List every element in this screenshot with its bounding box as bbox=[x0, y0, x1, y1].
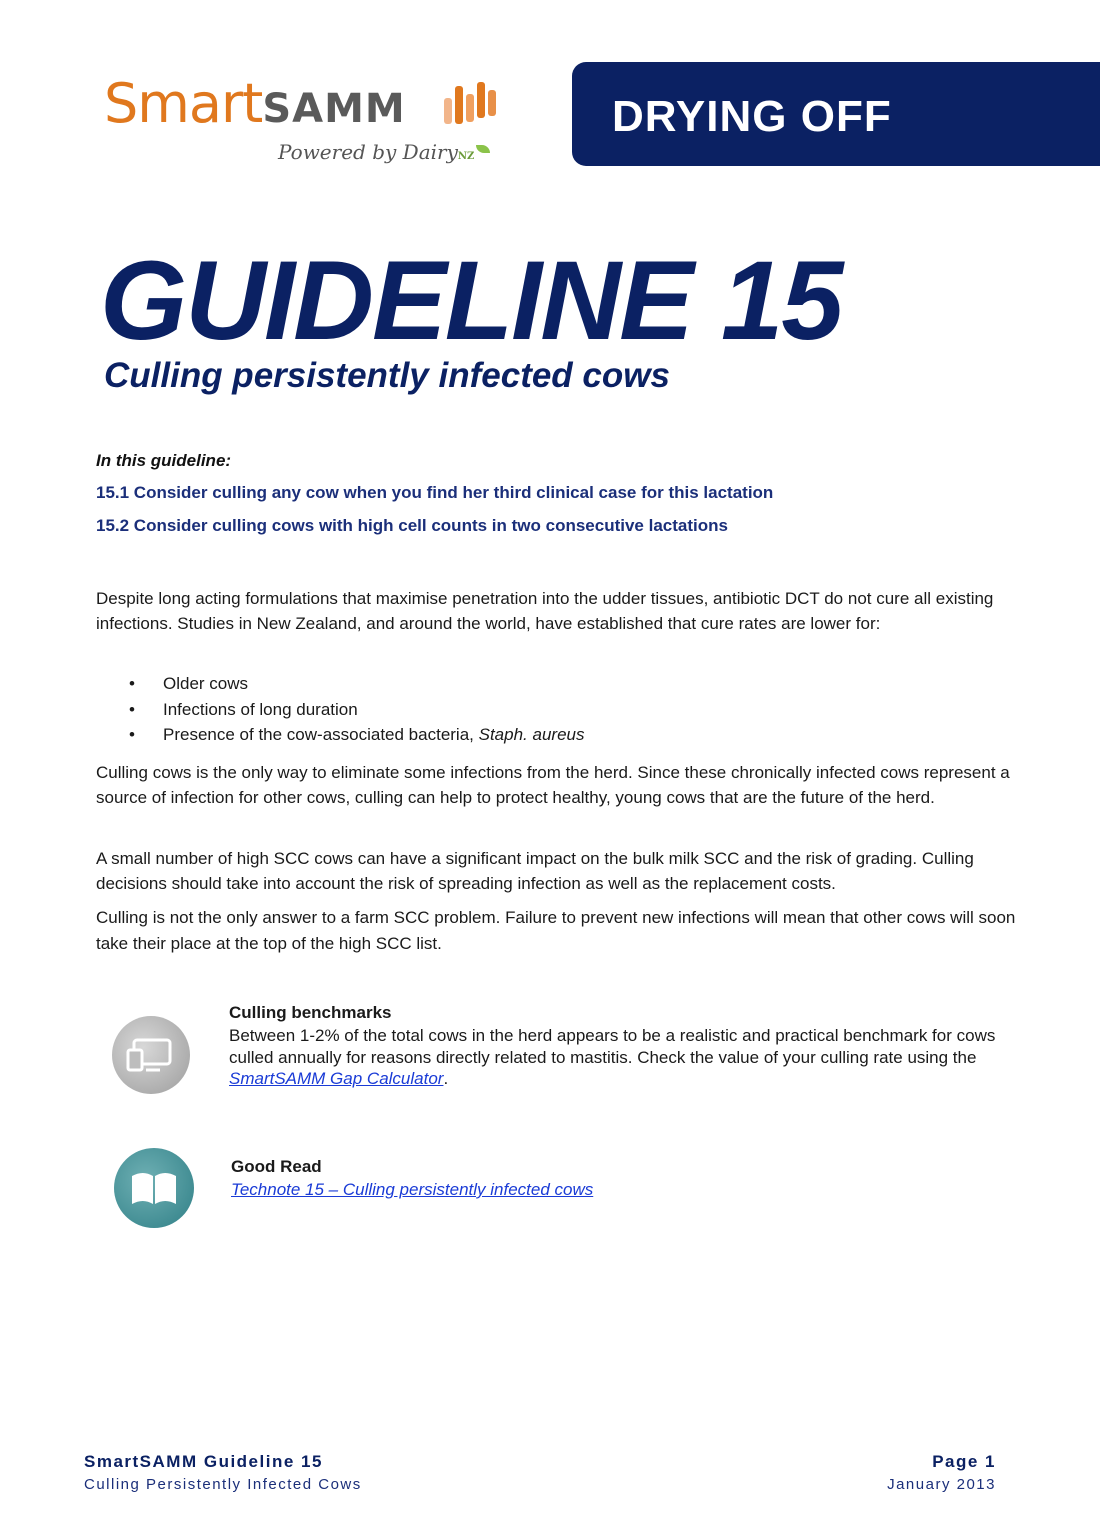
powered-by-text: Powered by Dairy bbox=[278, 140, 458, 164]
bullet-text: Presence of the cow-associated bacteria, bbox=[163, 725, 479, 744]
page-subtitle: Culling persistently infected cows bbox=[104, 356, 670, 395]
footer-left bbox=[84, 1452, 362, 1493]
nz-text: NZ bbox=[457, 151, 475, 162]
bullet-item bbox=[96, 722, 584, 748]
benchmarks-body: Between 1-2% of the total cows in the herd appears to be a realistic and practical benchmark for cows culled annually for reasons directly related to mastitis. Check the value of your culling rate using the bbox=[229, 1026, 996, 1067]
intro-label: In this guideline: bbox=[96, 451, 232, 470]
logo-wordmark bbox=[104, 72, 406, 135]
technote-link[interactable]: Technote 15 – Culling persistently infected cows bbox=[231, 1180, 594, 1199]
paragraph-intro: Despite long acting formulations that maximise penetration into the udder tissues, antibiotic DCT do not cure all existing infections. Studies in New Zealand, and around the world, have established that cure rates are lower for: bbox=[96, 589, 994, 633]
paragraph-culling: Culling cows is the only way to eliminate some infections from the herd. Since these chronically infected cows represent a source of infection for other cows, culling can help to protect healthy, young cows that are the future of the herd. bbox=[96, 763, 1010, 807]
toc-item-15-2[interactable]: 15.2 Consider culling cows with high cell counts in two consecutive lactations bbox=[96, 516, 728, 535]
footer-guideline-title: SmartSAMM Guideline 15 bbox=[84, 1452, 323, 1471]
good-read-title: Good Read bbox=[231, 1157, 322, 1176]
page-title: GUIDELINE 15 bbox=[100, 238, 842, 363]
banner-title: DRYING OFF bbox=[612, 92, 892, 141]
bar-chart-logo-icon bbox=[442, 78, 498, 126]
footer-right bbox=[887, 1452, 996, 1493]
logo-smart-text: Smart bbox=[104, 72, 263, 135]
bullet-item: • Infections of long duration bbox=[96, 697, 584, 723]
benchmarks-text bbox=[229, 1025, 999, 1090]
bullet-list bbox=[96, 671, 584, 748]
gap-calculator-link[interactable]: SmartSAMM Gap Calculator bbox=[229, 1069, 444, 1088]
benchmarks-end: . bbox=[443, 1069, 449, 1088]
bullet-item: • Older cows bbox=[96, 671, 584, 697]
smartsamm-logo bbox=[104, 72, 504, 182]
benchmarks-title: Culling benchmarks bbox=[229, 1003, 392, 1022]
paragraph-not-only-answer: Culling is not the only answer to a farm SCC problem. Failure to prevent new infections will mean that other cows will soon take their place at the top of the high SCC list. bbox=[96, 908, 1016, 953]
powered-by-dairynz bbox=[278, 140, 490, 164]
footer-guideline-subtitle: Culling Persistently Infected Cows bbox=[84, 1476, 362, 1493]
paragraph-high-scc: A small number of high SCC cows can have a significant impact on the bulk milk SCC and the risk of grading. Culling decisions should take into account the risk of spreading infection as well as the replacement costs. bbox=[96, 849, 974, 893]
devices-icon bbox=[112, 1016, 190, 1094]
leaf-icon bbox=[476, 145, 490, 153]
logo-samm-text: SAMM bbox=[262, 86, 406, 132]
footer-date: January 2013 bbox=[887, 1476, 996, 1493]
toc-item-15-1[interactable]: 15.1 Consider culling any cow when you find her third clinical case for this lactation bbox=[96, 483, 774, 502]
bacteria-name: Staph. aureus bbox=[478, 725, 585, 744]
book-icon bbox=[114, 1148, 194, 1228]
section-banner bbox=[572, 62, 1100, 166]
page-number: Page 1 bbox=[932, 1452, 996, 1471]
